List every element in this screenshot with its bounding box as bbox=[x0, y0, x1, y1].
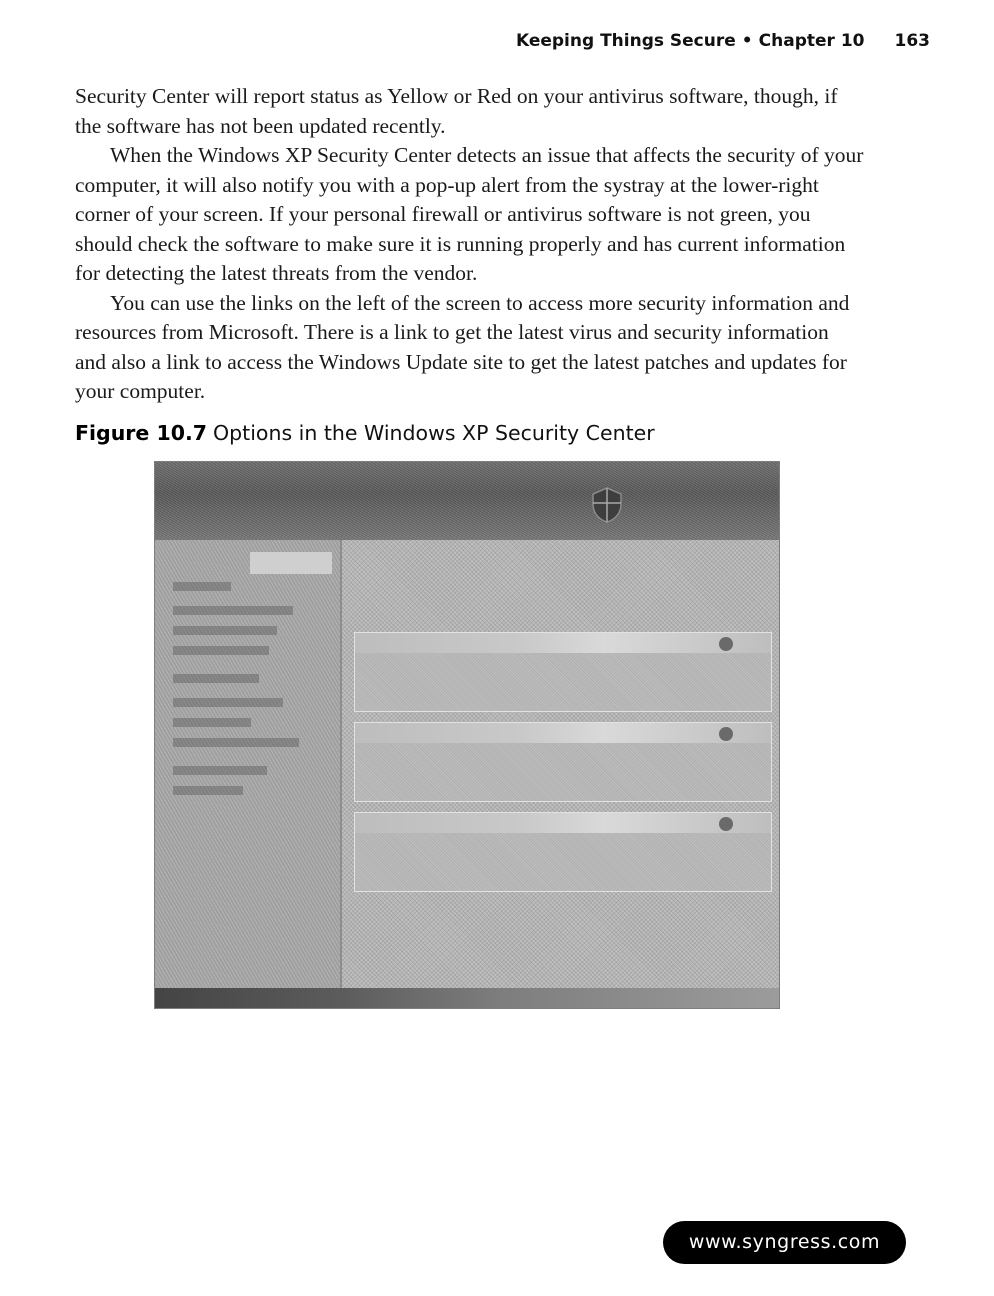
section-title: Keeping Things Secure bbox=[515, 31, 736, 51]
status-light-icon bbox=[719, 817, 733, 831]
sidebar-link bbox=[173, 786, 243, 795]
status-light-icon bbox=[719, 637, 733, 651]
website-badge: www.syngress.com bbox=[663, 1221, 906, 1264]
sidebar-link bbox=[173, 766, 267, 775]
sidebar-link bbox=[173, 606, 293, 615]
paragraph-1: Security Center will report status as Yellow or Red on your antivirus software, though, if the software has not been updated recently. bbox=[75, 84, 838, 138]
page-number: 163 bbox=[894, 31, 930, 51]
paragraph-2: When the Windows XP Security Center detects an issue that affects the security of your computer, it will also notify you with a pop-up alert from the systray at the lower-right corner of your screen. If your personal firewall or antivirus software is not green, you should check the software to make sure it is running properly and has current information for detecting the latest threats from the vendor. bbox=[75, 143, 864, 285]
automatic-updates-panel bbox=[354, 722, 772, 802]
sidebar-header-block bbox=[250, 552, 332, 574]
sidebar-link bbox=[173, 674, 259, 683]
running-header bbox=[516, 31, 930, 51]
virus-protection-panel bbox=[354, 812, 772, 892]
body-text bbox=[75, 82, 865, 407]
figure-caption-text: Options in the Windows XP Security Center bbox=[213, 421, 655, 445]
sidebar-link bbox=[173, 698, 283, 707]
panel-title-bar bbox=[355, 633, 771, 653]
chapter-label: Chapter 10 bbox=[758, 31, 865, 51]
screenshot-taskbar bbox=[155, 988, 779, 1008]
sidebar-link bbox=[173, 718, 251, 727]
paragraph-3: You can use the links on the left of the screen to access more security information and resources from Microsoft. There is a link to get the latest virus and security information and also a link to access the Windows Update site to get the latest patches and updates for your computer. bbox=[75, 290, 850, 403]
firewall-panel bbox=[354, 632, 772, 712]
sidebar-link bbox=[173, 646, 269, 655]
figure-label: Figure 10.7 bbox=[75, 421, 208, 445]
header-separator: • bbox=[741, 31, 753, 51]
sidebar-link bbox=[173, 738, 299, 747]
screenshot-main-pane bbox=[342, 540, 779, 988]
sidebar-link bbox=[173, 582, 231, 591]
sidebar-link bbox=[173, 626, 277, 635]
security-center-screenshot bbox=[154, 461, 780, 1009]
panel-title-bar bbox=[355, 723, 771, 743]
panel-title-bar bbox=[355, 813, 771, 833]
screenshot-sidebar bbox=[155, 540, 342, 988]
status-light-icon bbox=[719, 727, 733, 741]
figure-caption bbox=[75, 421, 655, 445]
shield-icon bbox=[590, 486, 624, 524]
screenshot-title-banner bbox=[155, 462, 779, 540]
